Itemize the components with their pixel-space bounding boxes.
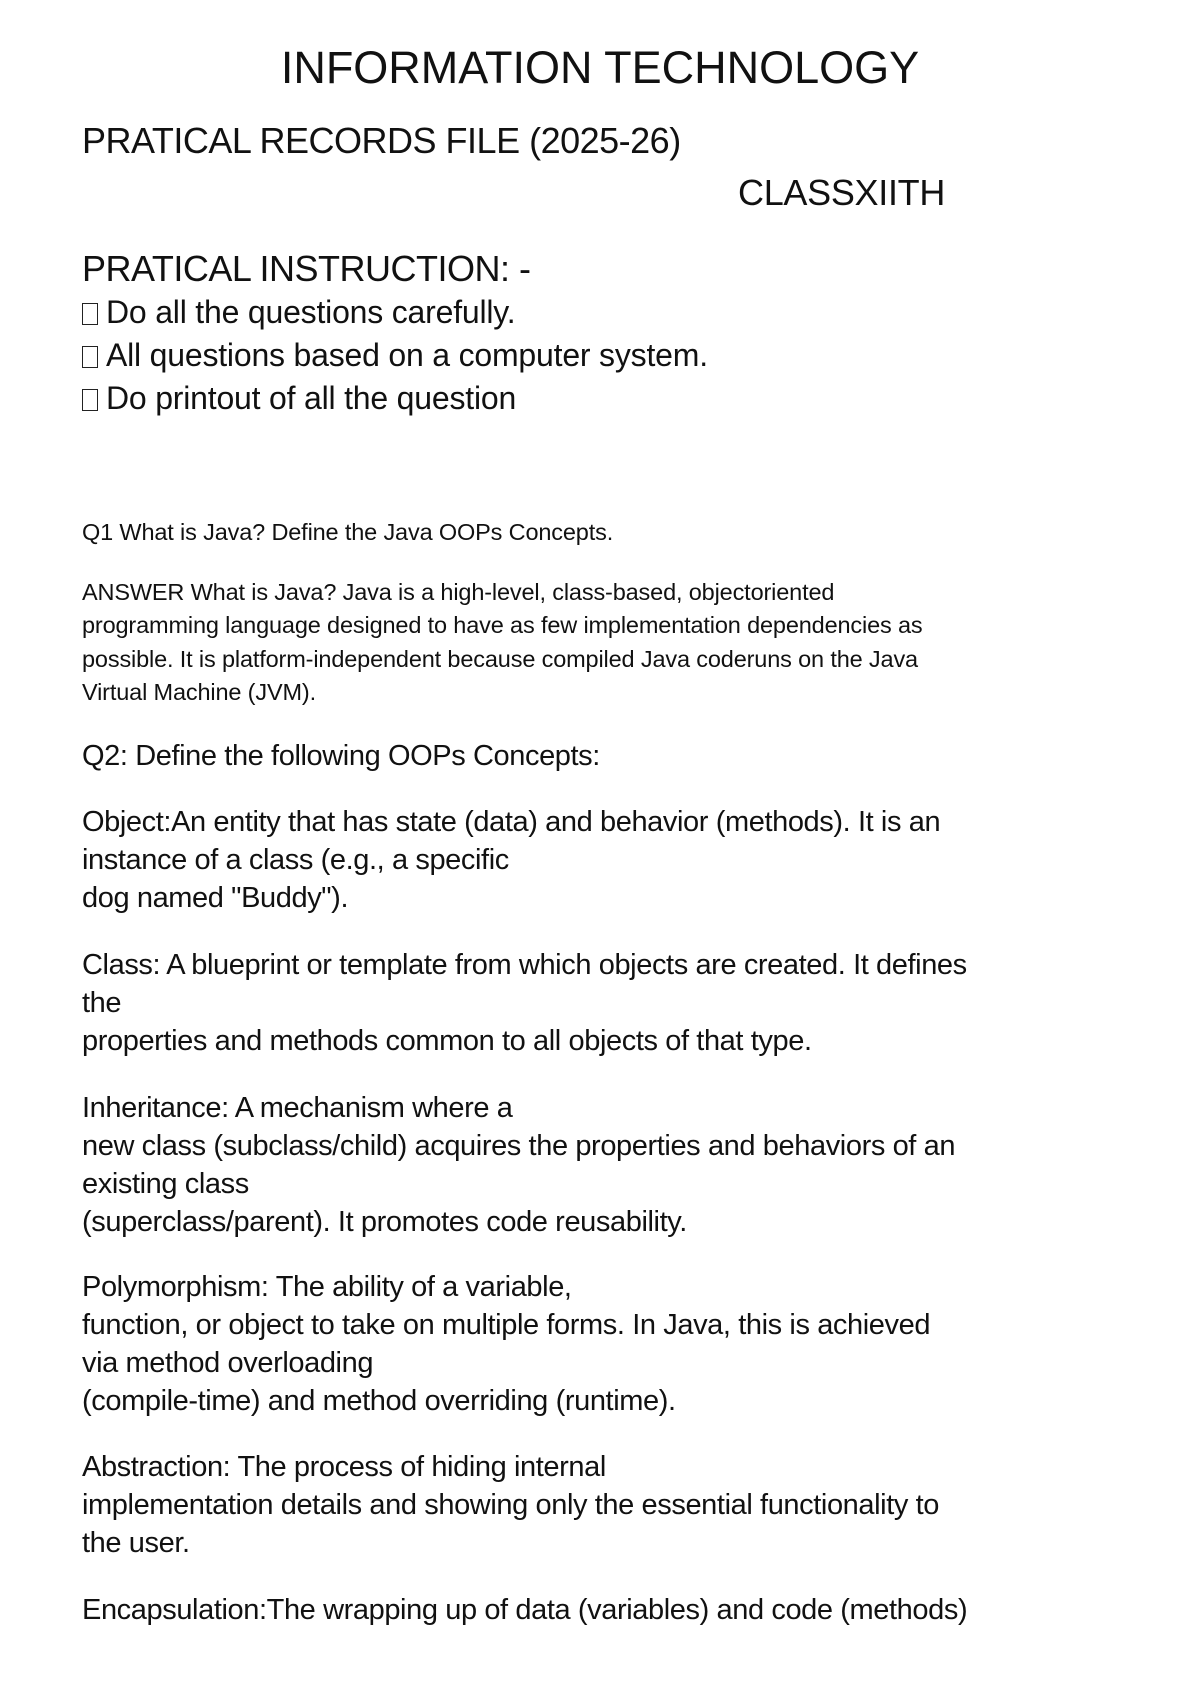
instruction-item: [82, 380, 516, 417]
document-subtitle: PRATICAL RECORDS FILE (2025-26): [82, 120, 681, 161]
class-definition-line: properties and methods common to all objects of that type.: [82, 1025, 812, 1057]
document-title: INFORMATION TECHNOLOGY: [280, 42, 920, 93]
q1-question: Q1 What is Java? Define the Java OOPs Concepts.: [82, 519, 614, 545]
object-definition-line: dog named "Buddy").: [82, 882, 349, 914]
class-definition-line: Class: A blueprint or template from which objects are created. It defines: [82, 949, 967, 981]
abstraction-definition-line: the user.: [82, 1527, 190, 1559]
instructions-heading: PRATICAL INSTRUCTION: -: [82, 248, 531, 289]
class-definition-line: the: [82, 987, 122, 1019]
instruction-text: Do all the questions carefully.: [106, 294, 516, 330]
missing-glyph-bullet-icon: [82, 346, 98, 368]
q1-answer-line: Virtual Machine (JVM).: [82, 679, 316, 705]
q2-question: Q2: Define the following OOPs Concepts:: [82, 740, 600, 772]
inheritance-definition-line: (superclass/parent). It promotes code reusability.: [82, 1206, 687, 1238]
instruction-item: [82, 294, 515, 331]
missing-glyph-bullet-icon: [82, 303, 98, 325]
polymorphism-definition-line: Polymorphism: The ability of a variable,: [82, 1271, 572, 1303]
polymorphism-definition-line: via method overloading: [82, 1347, 374, 1379]
inheritance-definition-line: existing class: [82, 1168, 249, 1200]
encapsulation-definition-line: Encapsulation:The wrapping up of data (variables) and code (methods): [82, 1594, 968, 1626]
abstraction-definition-line: implementation details and showing only the essential functionality to: [82, 1489, 940, 1521]
object-definition-line: instance of a class (e.g., a specific: [82, 844, 509, 876]
q1-answer-line: programming language designed to have as few implementation dependencies as: [82, 612, 923, 638]
inheritance-definition-line: new class (subclass/child) acquires the properties and behaviors of an: [82, 1130, 956, 1162]
q1-answer-line: ANSWER What is Java? Java is a high-level, class-based, objectoriented: [82, 579, 835, 605]
class-label: CLASSXIITH: [738, 172, 946, 213]
q1-answer-line: possible. It is platform-independent because compiled Java coderuns on the Java: [82, 646, 918, 672]
instruction-text: Do printout of all the question: [106, 380, 517, 416]
polymorphism-definition-line: (compile-time) and method overriding (runtime).: [82, 1385, 676, 1417]
object-definition-line: Object:An entity that has state (data) and behavior (methods). It is an: [82, 806, 941, 838]
inheritance-definition-line: Inheritance: A mechanism where a: [82, 1092, 513, 1124]
missing-glyph-bullet-icon: [82, 389, 98, 411]
abstraction-definition-line: Abstraction: The process of hiding internal: [82, 1451, 606, 1483]
polymorphism-definition-line: function, or object to take on multiple forms. In Java, this is achieved: [82, 1309, 931, 1341]
instruction-text: All questions based on a computer system.: [106, 337, 708, 373]
instruction-item: [82, 337, 708, 374]
